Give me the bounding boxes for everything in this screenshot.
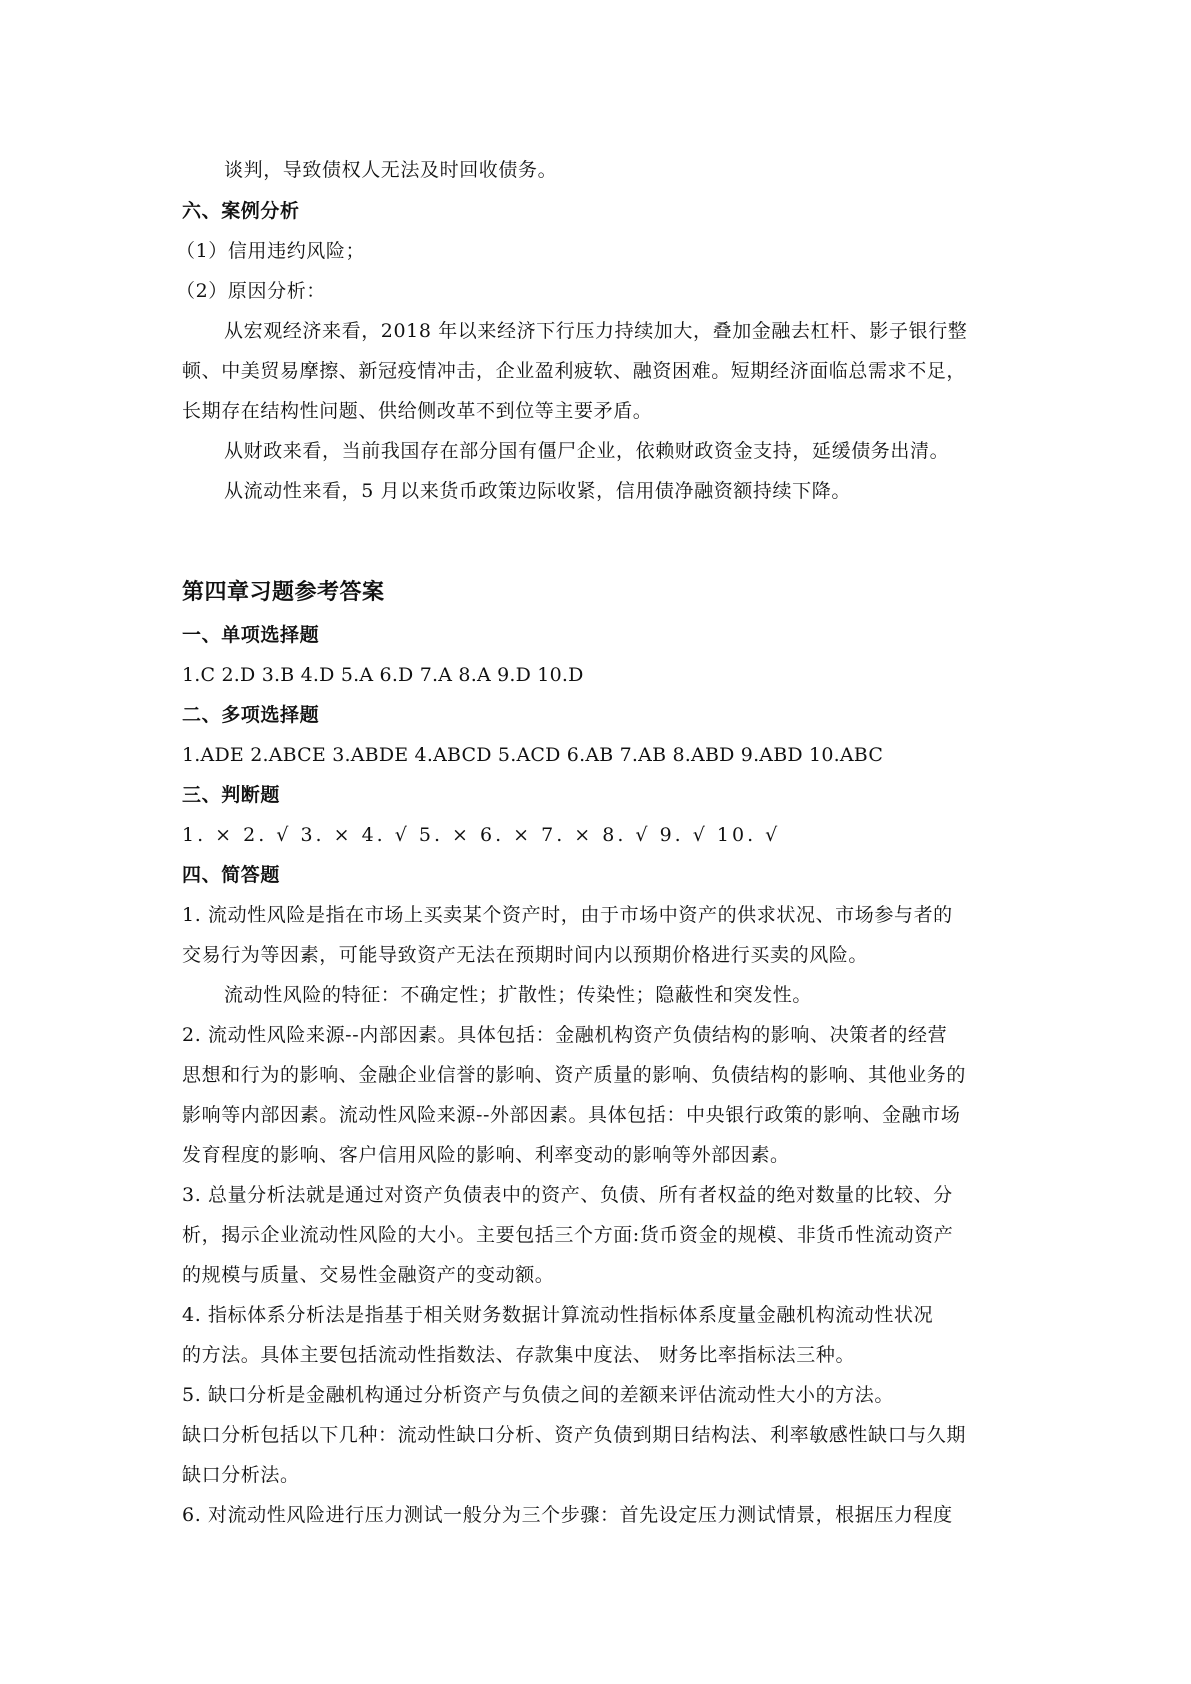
section-heading-case-analysis: 六、案例分析 bbox=[182, 200, 300, 222]
case-item-1: （1）信用违约风险； bbox=[176, 240, 366, 262]
judge-answers: 1. × 2. √ 3. × 4. √ 5. × 6. × 7. × 8. √ 9. √ 10. √ bbox=[182, 824, 781, 846]
multi-choice-answers: 1.ADE 2.ABCE 3.ABDE 4.ABCD 5.ACD 6.AB 7.AB 8.ABD 9.ABD 10.ABC bbox=[182, 744, 884, 766]
chapter-title: 第四章习题参考答案 bbox=[182, 580, 385, 605]
q1-line-1: 1. 流动性风险是指在市场上买卖某个资产时，由于市场中资产的供求状况、市场参与者的 bbox=[182, 904, 953, 926]
paragraph-liquidity: 从流动性来看，5 月以来货币政策边际收紧，信用债净融资额持续下降。 bbox=[224, 480, 851, 502]
section-heading-single-choice: 一、单项选择题 bbox=[182, 624, 320, 646]
q3-line-1: 3. 总量分析法就是通过对资产负债表中的资产、负债、所有者权益的绝对数量的比较、分 bbox=[182, 1184, 953, 1206]
q2-line-3: 影响等内部因素。流动性风险来源--外部因素。具体包括：中央银行政策的影响、金融市场 bbox=[182, 1104, 961, 1126]
case-item-2: （2）原因分析： bbox=[176, 280, 326, 302]
q2-line-1: 2. 流动性风险来源--内部因素。具体包括：金融机构资产负债结构的影响、决策者的经营 bbox=[182, 1024, 948, 1046]
q3-line-3: 的规模与质量、交易性金融资产的变动额。 bbox=[182, 1264, 555, 1286]
q3-line-2: 析，揭示企业流动性风险的大小。主要包括三个方面:货币资金的规模、非货币性流动资产 bbox=[182, 1224, 954, 1246]
q5-line-2: 缺口分析包括以下几种：流动性缺口分析、资产负债到期日结构法、利率敏感性缺口与久期 bbox=[182, 1424, 967, 1446]
paragraph-fiscal: 从财政来看，当前我国存在部分国有僵尸企业，依赖财政资金支持，延缓债务出清。 bbox=[224, 440, 950, 462]
q1-line-2: 交易行为等因素，可能导致资产无法在预期时间内以预期价格进行买卖的风险。 bbox=[182, 944, 869, 966]
section-heading-multi-choice: 二、多项选择题 bbox=[182, 704, 320, 726]
section-heading-short-answer: 四、简答题 bbox=[182, 864, 281, 886]
q2-line-2: 思想和行为的影响、金融企业信誉的影响、资产质量的影响、负债结构的影响、其他业务的 bbox=[182, 1064, 967, 1086]
single-choice-answers: 1.C 2.D 3.B 4.D 5.A 6.D 7.A 8.A 9.D 10.D bbox=[182, 664, 584, 686]
continuation-text: 谈判，导致债权人无法及时回收债务。 bbox=[224, 159, 558, 181]
section-heading-judge: 三、判断题 bbox=[182, 784, 281, 806]
q6-line-1: 6. 对流动性风险进行压力测试一般分为三个步骤：首先设定压力测试情景，根据压力程度 bbox=[182, 1504, 953, 1526]
q4-line-1: 4. 指标体系分析法是指基于相关财务数据计算流动性指标体系度量金融机构流动性状况 bbox=[182, 1304, 934, 1326]
q4-line-2: 的方法。具体主要包括流动性指数法、存款集中度法、 财务比率指标法三种。 bbox=[182, 1344, 856, 1366]
q2-line-4: 发育程度的影响、客户信用风险的影响、利率变动的影响等外部因素。 bbox=[182, 1144, 790, 1166]
paragraph-macro-line-2: 顿、中美贸易摩擦、新冠疫情冲击，企业盈利疲软、融资困难。短期经济面临总需求不足， bbox=[182, 360, 967, 382]
q5-line-1: 5. 缺口分析是金融机构通过分析资产与负债之间的差额来评估流动性大小的方法。 bbox=[182, 1384, 894, 1406]
q1-line-3: 流动性风险的特征：不确定性；扩散性；传染性；隐蔽性和突发性。 bbox=[224, 984, 813, 1006]
q5-line-3: 缺口分析法。 bbox=[182, 1464, 300, 1486]
paragraph-macro-line-1: 从宏观经济来看，2018 年以来经济下行压力持续加大，叠加金融去杠杆、影子银行整 bbox=[224, 320, 968, 342]
paragraph-macro-line-3: 长期存在结构性问题、供给侧改革不到位等主要矛盾。 bbox=[182, 400, 653, 422]
